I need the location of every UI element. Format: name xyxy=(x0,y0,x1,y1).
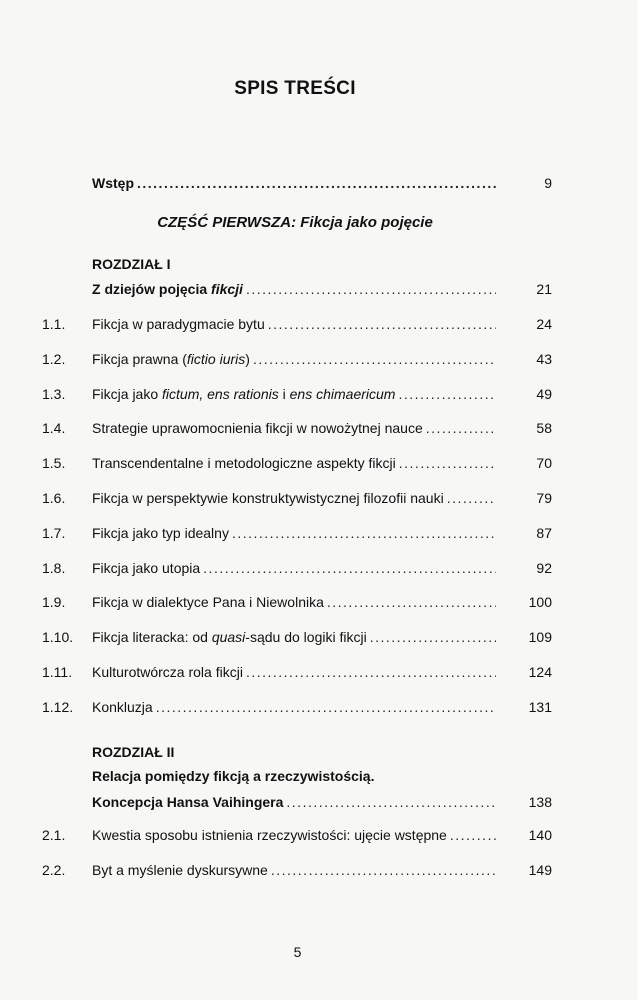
leader-dots xyxy=(447,487,496,509)
section-number: 1.9. xyxy=(42,594,66,611)
page-number: 9 xyxy=(544,175,552,191)
section-title xyxy=(92,487,444,509)
leader-dots xyxy=(246,278,496,300)
section-number: 1.10. xyxy=(42,629,74,646)
page-number: 100 xyxy=(528,594,552,611)
page-number: 24 xyxy=(536,316,552,332)
toc-entry-text xyxy=(92,487,496,509)
leader-dots xyxy=(253,348,496,370)
toc-section-row xyxy=(0,824,637,846)
toc-section-row xyxy=(0,452,637,474)
leader-dots xyxy=(450,824,496,846)
toc-entry-text xyxy=(92,522,496,544)
toc-section-row xyxy=(0,348,637,370)
section-title xyxy=(92,591,324,613)
page-number: 131 xyxy=(528,698,552,715)
section-title xyxy=(92,348,250,370)
section-number: 1.2. xyxy=(42,350,66,367)
toc-section-row xyxy=(0,696,637,718)
leader-dots xyxy=(246,661,496,683)
section-title-italic: fictio iuris xyxy=(186,350,246,367)
chapter-2-title-line1: Relacja pomiędzy fikcją a rzeczywistością. xyxy=(92,768,375,784)
toc-entry-text xyxy=(92,859,496,881)
toc-section-row xyxy=(0,557,637,579)
toc-entry-text xyxy=(92,696,496,718)
section-title xyxy=(92,522,229,544)
toc-section-row xyxy=(0,522,637,544)
chapter-2-title-row xyxy=(0,791,637,813)
toc-entry-text xyxy=(92,824,496,846)
page-number: 124 xyxy=(528,664,552,680)
section-title-part: Fikcja prawna ( xyxy=(92,350,187,367)
toc-entry-text xyxy=(92,383,496,405)
toc-entry-text xyxy=(92,172,496,194)
section-number: 1.7. xyxy=(42,524,66,541)
section-number: 1.3. xyxy=(42,385,66,402)
leader-dots xyxy=(398,383,496,405)
page-title: SPIS TREŚCI xyxy=(234,78,356,99)
chapter-1-title xyxy=(92,278,243,300)
section-title-part: Fikcja jako typ idealny xyxy=(92,524,229,541)
section-number: 1.8. xyxy=(42,559,66,576)
section-title-italic: quasi xyxy=(211,629,246,646)
toc-entry-text xyxy=(92,591,496,613)
toc-entry-intro xyxy=(0,172,637,194)
toc-entry-text xyxy=(92,313,496,335)
leader-dots xyxy=(156,696,496,718)
page-footer-number: 5 xyxy=(293,944,302,960)
section-title-part: -sądu do logiki fikcji xyxy=(245,629,367,646)
toc-section-row xyxy=(0,661,637,683)
leader-dots xyxy=(268,313,496,335)
page-number: 140 xyxy=(528,827,552,843)
page-number: 49 xyxy=(536,385,552,402)
section-title xyxy=(92,557,200,579)
chapter-1-title-italic: fikcji xyxy=(211,281,243,297)
page-number: 92 xyxy=(536,559,552,576)
toc-section-row xyxy=(0,626,637,648)
section-title-part: ) xyxy=(245,350,250,367)
leader-dots xyxy=(232,522,496,544)
chapter-1-title-prefix: Z dziejów pojęcia xyxy=(92,281,212,297)
toc-section-row xyxy=(0,859,637,881)
toc-entry-text xyxy=(92,278,496,300)
section-number: 1.4. xyxy=(42,420,66,437)
page-number: 149 xyxy=(528,862,552,878)
section-title-part: Fikcja w dialektyce Pana i Niewolnika xyxy=(92,594,324,611)
section-title xyxy=(92,452,396,474)
toc-entry-text xyxy=(92,417,496,439)
section-title xyxy=(92,313,265,335)
toc-section-row xyxy=(0,417,637,439)
section-number: 2.2. xyxy=(42,862,66,878)
leader-dots xyxy=(426,417,496,439)
page-number: 58 xyxy=(536,420,552,437)
section-title-part: Transcendentalne i metodologiczne aspekty fikcji xyxy=(92,455,396,472)
toc-entry-text xyxy=(92,661,496,683)
section-number: 1.5. xyxy=(42,455,66,472)
section-title-italic: ens chimaericum xyxy=(289,385,396,402)
toc-section-row xyxy=(0,591,637,613)
intro-title: Wstęp xyxy=(92,175,134,191)
page-number: 87 xyxy=(536,524,552,541)
toc-entry-text xyxy=(92,348,496,370)
section-title xyxy=(92,383,395,405)
page-number: 138 xyxy=(528,794,552,810)
toc-entry-text xyxy=(92,791,496,813)
page-number: 109 xyxy=(528,629,552,646)
page-number: 70 xyxy=(536,455,552,472)
section-title xyxy=(92,696,153,718)
toc-section-row xyxy=(0,383,637,405)
toc-section-row xyxy=(0,487,637,509)
section-title-part: Fikcja w paradygmacie bytu xyxy=(92,316,265,332)
section-title-part: Strategie uprawomocnienia fikcji w nowożytnej nauce xyxy=(92,420,423,437)
toc-entry-text xyxy=(92,557,496,579)
leader-dots xyxy=(137,172,496,194)
leader-dots xyxy=(203,557,496,579)
section-number: 1.12. xyxy=(42,698,74,715)
section-title-part: Konkluzja xyxy=(92,698,153,715)
toc-section-row xyxy=(0,313,637,335)
leader-dots xyxy=(327,591,496,613)
section-number: 1.11. xyxy=(42,664,73,680)
toc-entry-text xyxy=(92,626,496,648)
section-title-part: Kwestia sposobu istnienia rzeczywistości: ujęcie wstępne xyxy=(92,827,447,843)
section-number: 1.6. xyxy=(42,490,66,506)
page-number: 79 xyxy=(536,490,552,506)
chapter-2-label: ROZDZIAŁ II xyxy=(92,744,175,760)
page-number: 21 xyxy=(536,281,552,297)
section-title-part: Kulturotwórcza rola fikcji xyxy=(92,664,243,680)
section-title xyxy=(92,859,268,881)
page-number: 43 xyxy=(536,350,552,367)
section-title xyxy=(92,824,447,846)
leader-dots xyxy=(286,791,496,813)
leader-dots xyxy=(399,452,496,474)
chapter-1-label: ROZDZIAŁ I xyxy=(92,256,171,272)
leader-dots xyxy=(271,859,496,881)
section-title-part: Fikcja jako utopia xyxy=(92,559,201,576)
toc-entry-text xyxy=(92,452,496,474)
part-heading: CZĘŚĆ PIERWSZA: Fikcja jako pojęcie xyxy=(157,214,433,231)
section-title xyxy=(92,661,243,683)
section-title-part: i xyxy=(278,385,290,402)
section-title xyxy=(92,417,423,439)
leader-dots xyxy=(370,626,496,648)
section-title xyxy=(92,626,367,648)
chapter-2-title-line2: Koncepcja Hansa Vaihingera xyxy=(92,794,284,810)
section-number: 1.1. xyxy=(42,316,66,332)
chapter-1-title-row xyxy=(0,278,637,300)
section-number: 2.1. xyxy=(42,827,66,843)
section-title-part: Fikcja literacka: od xyxy=(92,629,212,646)
section-title-part: Fikcja jako xyxy=(92,385,163,402)
section-title-italic: fictum, ens rationis xyxy=(162,385,279,402)
section-title-part: Byt a myślenie dyskursywne xyxy=(92,862,268,878)
section-title-part: Fikcja w perspektywie konstruktywistycznej filozofii nauki xyxy=(92,490,444,506)
